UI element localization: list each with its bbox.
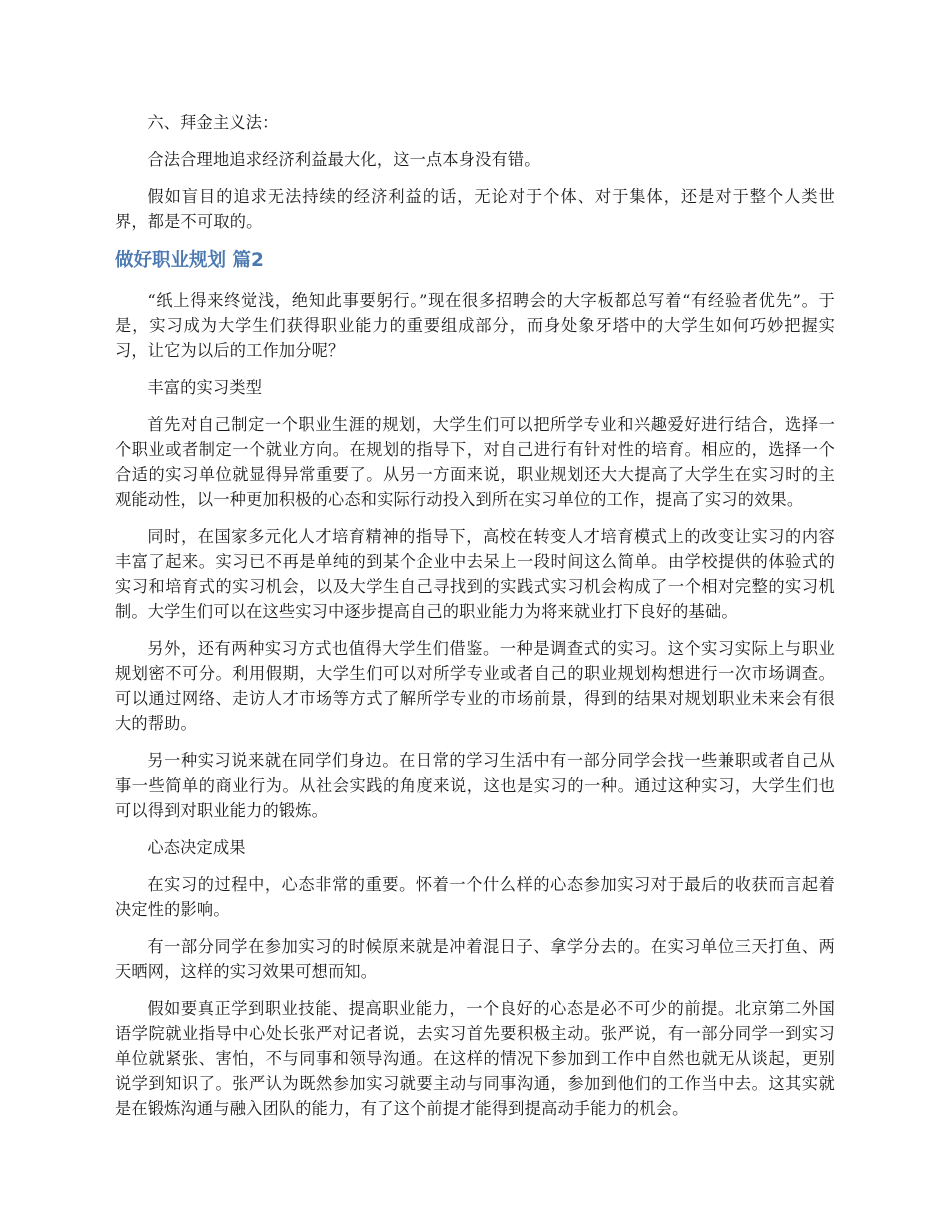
paragraph: 合法合理地追求经济利益最大化，这一点本身没有错。 xyxy=(147,150,541,169)
paragraph: 另外，还有两种实习方式也值得大学生们借鉴。一种是调查式的实习。这个实习实际上与职业规划密不可分。利用假期，大学生们可以对所学专业或者自己的职业规划构想进行一次市场调查。可以通过网络、走访人才市场等方式了解所学专业的市场前景，得到的结果对规划职业未来会有很大的帮助。 xyxy=(115,639,835,733)
paragraph: 在实习的过程中，心态非常的重要。怀着一个什么样的心态参加实习对于最后的收获而言起着决定性的影响。 xyxy=(115,875,835,919)
section-heading: 做好职业规划 篇2 xyxy=(115,250,264,271)
paragraph: 首先对自己制定一个职业生涯的规划，大学生们可以把所学专业和兴趣爱好进行结合，选择一个职业或者制定一个就业方向。在规划的指导下，对自己进行有针对性的培育。相应的，选择一个合适的实习单位就显得异常重要了。从另一方面来说，职业规划还大大提高了大学生在实习时的主观能动性，以一种更加积极的心态和实际行动投入到所在实习单位的工作，提高了实习的效果。 xyxy=(115,415,835,509)
paragraph: 假如要真正学到职业技能、提高职业能力，一个良好的心态是必不可少的前提。北京第二外国语学院就业指导中心处长张严对记者说，去实习首先要积极主动。张严说，有一部分同学一到实习单位就紧张、害怕，不与同事和领导沟通。在这样的情况下参加到工作中自然也就无从谈起，更别说学到知识了。张严认为既然参加实习就要主动与同事沟通，参加到他们的工作当中去。这其实就是在锻炼沟通与融入团队的能力，有了这个前提才能得到提高动手能力的机会。 xyxy=(115,999,835,1118)
paragraph: “纸上得来终觉浅，绝知此事要躬行。”现在很多招聘会的大字板都总写着“有经验者优先”。于是，实习成为大学生们获得职业能力的重要组成部分，而身处象牙塔中的大学生如何巧妙把握实习，让它为以后的工作加分呢？ xyxy=(115,291,835,360)
paragraph: 有一部分同学在参加实习的时候原来就是冲着混日子、拿学分去的。在实习单位三天打鱼、两天晒网，这样的实习效果可想而知。 xyxy=(115,937,835,981)
paragraph: 假如盲目的追求无法持续的经济利益的话，无论对于个体、对于集体，还是对于整个人类世界，都是不可取的。 xyxy=(115,187,835,231)
paragraph: 同时，在国家多元化人才培育精神的指导下，高校在转变人才培育模式上的改变让实习的内容丰富了起来。实习已不再是单纯的到某个企业中去呆上一段时间这么简单。由学校提供的体验式的实习和培育式的实习机会，以及大学生自己寻找到的实践式实习机会构成了一个相对完整的实习机制。大学生们可以在这些实习中逐步提高自己的职业能力为将来就业打下良好的基础。 xyxy=(115,527,835,621)
subheading-paragraph: 心态决定成果 xyxy=(147,838,246,857)
paragraph: 另一种实习说来就在同学们身边。在日常的学习生活中有一部分同学会找一些兼职或者自己从事一些简单的商业行为。从社会实践的角度来说，这也是实习的一种。通过这种实习，大学生们也可以得到对职业能力的锻炼。 xyxy=(115,751,835,820)
subheading-paragraph: 丰富的实习类型 xyxy=(147,378,263,397)
paragraph: 六、拜金主义法： xyxy=(147,113,279,132)
